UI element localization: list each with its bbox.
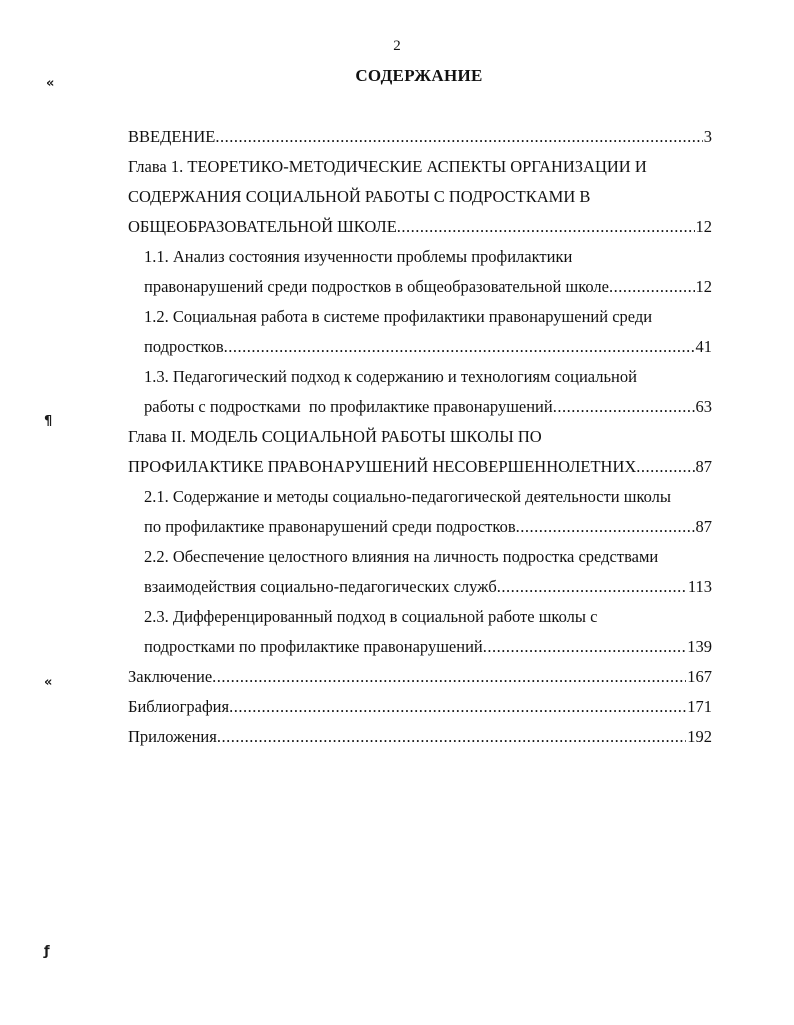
toc-entry-page: 87 bbox=[695, 517, 712, 536]
toc-entry-title: работы с подростками по профилактике правонарушений bbox=[144, 397, 553, 416]
toc-entry-section-2-3[interactable] bbox=[128, 632, 712, 662]
toc-entry-appendices[interactable] bbox=[128, 722, 712, 752]
toc-entry-conclusion[interactable] bbox=[128, 662, 712, 692]
dot-leader bbox=[224, 332, 695, 362]
toc-chapter-1-line-1: Глава 1. ТЕОРЕТИКО-МЕТОДИЧЕСКИЕ АСПЕКТЫ ОРГАНИЗАЦИИ И bbox=[128, 157, 647, 176]
dot-leader bbox=[497, 572, 687, 602]
dot-leader bbox=[397, 212, 695, 242]
toc-entry-title: правонарушений среди подростков в общеобразовательной школе bbox=[144, 277, 609, 296]
margin-mark-lower: « bbox=[44, 675, 53, 690]
dot-leader bbox=[483, 632, 687, 662]
toc-entry-page: 113 bbox=[687, 577, 712, 596]
toc-entry-page: 12 bbox=[695, 217, 712, 236]
dot-leader bbox=[217, 722, 686, 752]
dot-leader bbox=[636, 452, 694, 482]
toc-section-1-2-line-1: 1.2. Социальная работа в системе профилактики правонарушений среди bbox=[144, 307, 653, 326]
toc-entry-page: 139 bbox=[687, 637, 712, 656]
toc-entry-title: Библиография bbox=[128, 697, 230, 716]
dot-leader bbox=[553, 392, 695, 422]
page-title: СОДЕРЖАНИЕ bbox=[355, 66, 483, 85]
toc-entry-page: 12 bbox=[695, 277, 712, 296]
toc-entry-title: взаимодействия социально-педагогических служб bbox=[144, 577, 497, 596]
toc-entry-title: ВВЕДЕНИЕ bbox=[128, 127, 216, 146]
toc-entry-page: 63 bbox=[695, 397, 712, 416]
toc-entry-section-1-1[interactable] bbox=[128, 272, 712, 302]
toc-entry-title: Заключение bbox=[128, 667, 213, 686]
toc-entry-chapter-2[interactable] bbox=[128, 452, 712, 482]
toc-section-2-3-line-1: 2.3. Дифференцированный подход в социальной работе школы с bbox=[144, 607, 598, 626]
toc-entry-page: 41 bbox=[695, 337, 712, 356]
toc-entry-bibliography[interactable] bbox=[128, 692, 712, 722]
toc-entry-chapter-1[interactable] bbox=[128, 212, 712, 242]
toc-entry-page: 87 bbox=[695, 457, 712, 476]
toc-entry-title: ПРОФИЛАКТИКЕ ПРАВОНАРУШЕНИЙ НЕСОВЕРШЕННОЛЕТНИХ bbox=[128, 457, 637, 476]
toc-section-1-1-line-1: 1.1. Анализ состояния изученности проблемы профилактики bbox=[144, 247, 573, 266]
toc-entry-title: Приложения bbox=[128, 727, 217, 746]
margin-mark-middle: ¶ bbox=[44, 414, 53, 429]
dot-leader bbox=[229, 692, 686, 722]
margin-mark-bottom: ƒ bbox=[44, 944, 50, 959]
table-of-contents bbox=[128, 122, 712, 752]
toc-entry-section-1-3[interactable] bbox=[128, 392, 712, 422]
toc-entry-title: подростков bbox=[144, 337, 224, 356]
dot-leader bbox=[212, 662, 686, 692]
toc-entry-section-2-1[interactable] bbox=[128, 512, 712, 542]
toc-chapter-1-line-2: СОДЕРЖАНИЯ СОЦИАЛЬНОЙ РАБОТЫ С ПОДРОСТКАМИ В bbox=[128, 187, 591, 206]
toc-entry-page: 192 bbox=[687, 727, 712, 746]
margin-mark-top: « bbox=[46, 76, 55, 91]
toc-entry-title: по профилактике правонарушений среди подростков bbox=[144, 517, 516, 536]
toc-entry-page: 3 bbox=[703, 127, 712, 146]
toc-section-1-3-line-1: 1.3. Педагогический подход к содержанию и технологиям социальной bbox=[144, 367, 637, 386]
toc-chapter-2-line-1: Глава II. МОДЕЛЬ СОЦИАЛЬНОЙ РАБОТЫ ШКОЛЫ ПО bbox=[128, 427, 542, 446]
page-number: 2 bbox=[393, 38, 401, 54]
dot-leader bbox=[215, 122, 702, 152]
dot-leader bbox=[516, 512, 695, 542]
dot-leader bbox=[609, 272, 695, 302]
toc-entry-introduction[interactable] bbox=[128, 122, 712, 152]
toc-entry-page: 171 bbox=[687, 697, 712, 716]
toc-entry-page: 167 bbox=[687, 667, 712, 686]
toc-section-2-1-line-1: 2.1. Содержание и методы социально-педагогической деятельности школы bbox=[144, 487, 672, 506]
toc-section-2-2-line-1: 2.2. Обеспечение целостного влияния на личность подростка средствами bbox=[144, 547, 659, 566]
toc-entry-section-2-2[interactable] bbox=[128, 572, 712, 602]
toc-entry-title: подростками по профилактике правонарушений bbox=[144, 637, 483, 656]
toc-entry-section-1-2[interactable] bbox=[128, 332, 712, 362]
toc-entry-title: ОБЩЕОБРАЗОВАТЕЛЬНОЙ ШКОЛЕ bbox=[128, 217, 397, 236]
